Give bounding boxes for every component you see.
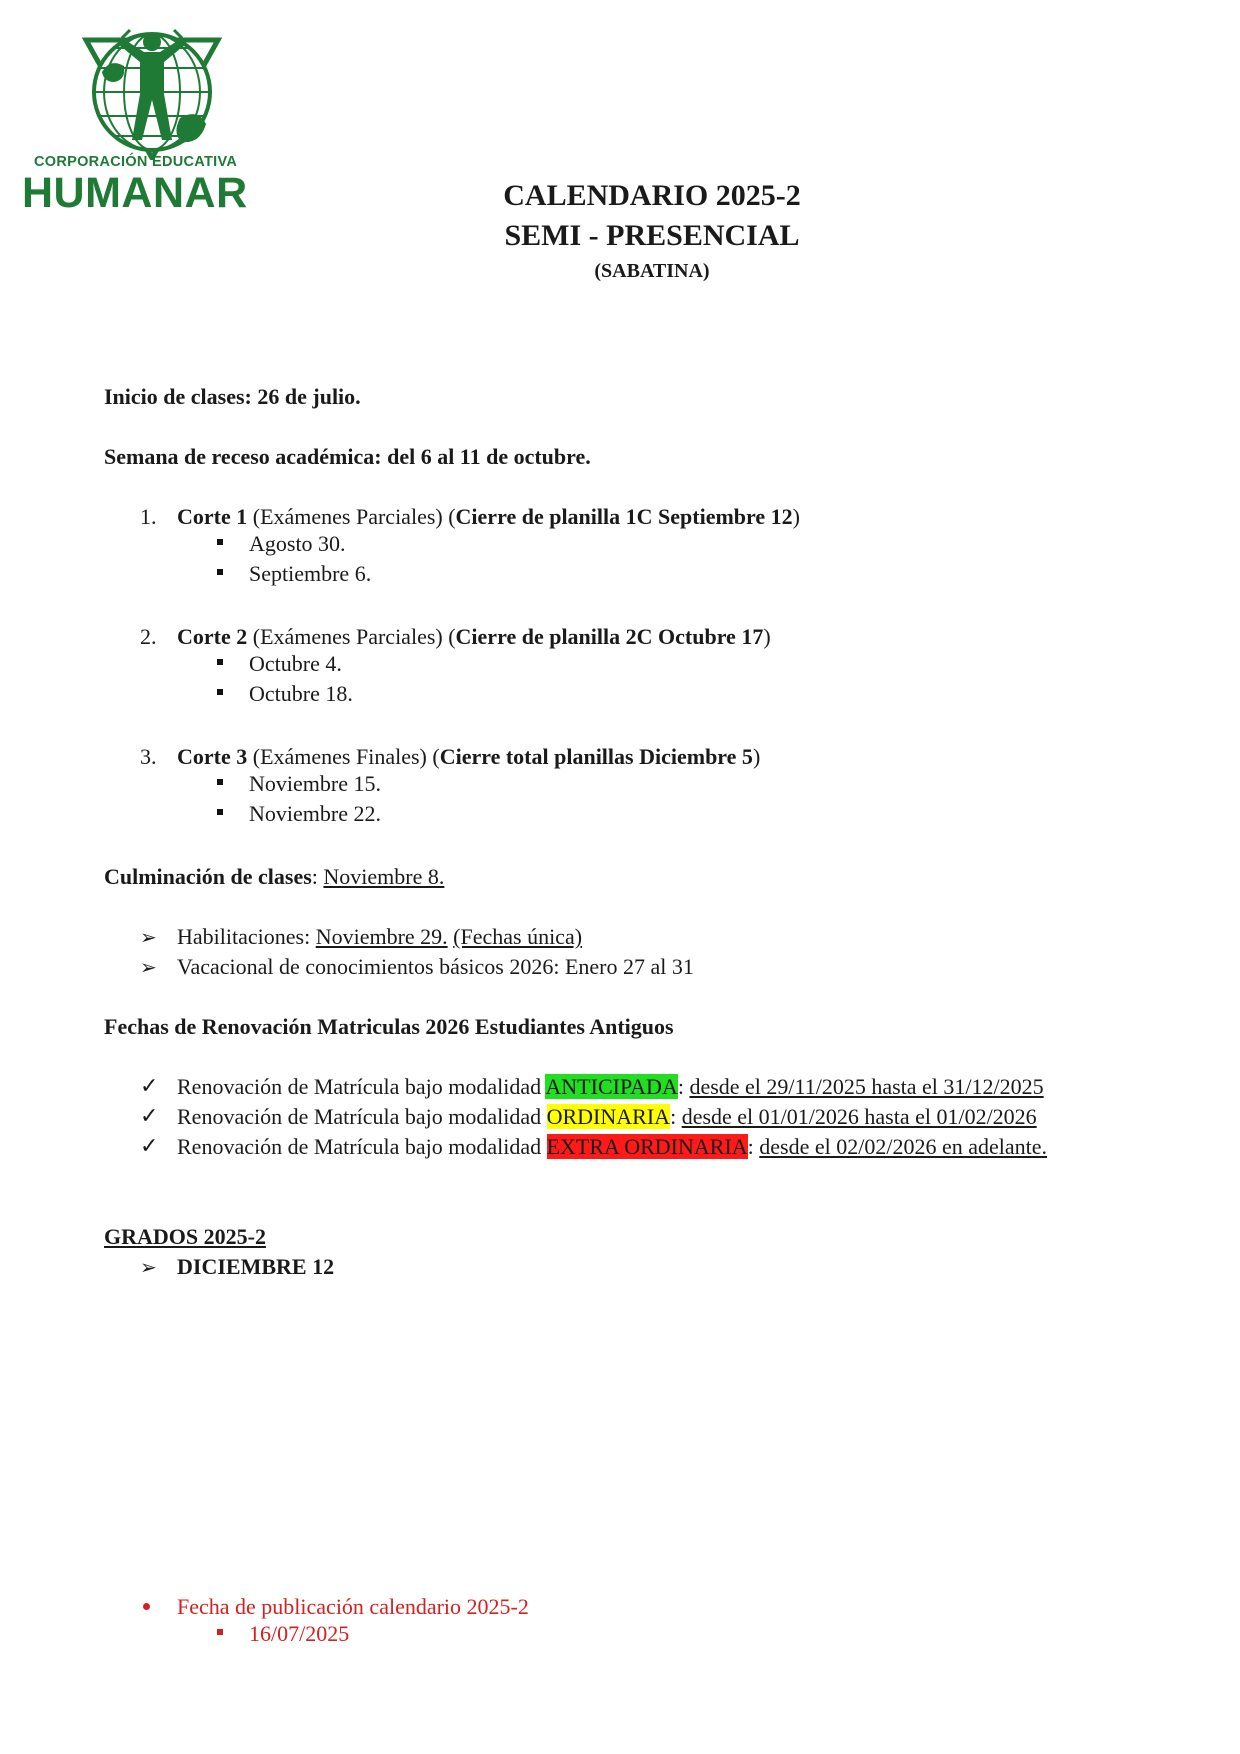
arrow-bullet-icon: ➢	[140, 955, 157, 979]
corte-date: Octubre 4.	[249, 651, 342, 676]
classes-end-label: Culminación de clases	[104, 864, 312, 889]
habilitaciones-date: Noviembre 29.	[315, 924, 448, 949]
bullet-square-icon	[217, 809, 223, 815]
corte-name: Corte 1	[177, 504, 248, 529]
corte-closure: Cierre de planilla 2C Octubre 17	[455, 624, 764, 649]
renewal-mode-highlight: ANTICIPADA	[545, 1074, 678, 1099]
bullet-square-icon	[217, 659, 223, 665]
corte-closure: Cierre total planillas Diciembre 5	[439, 744, 753, 769]
corte-close-paren: )	[752, 744, 761, 769]
logo-corporation-text: CORPORACIÓN EDUCATIVA	[34, 154, 238, 170]
corte-open-paren: (	[432, 744, 440, 769]
red-bullet-icon	[143, 1603, 150, 1610]
corte-date: Septiembre 6.	[249, 561, 372, 586]
corte-date: Octubre 18.	[249, 681, 353, 706]
renewal-item: Renovación de Matrícula bajo modalidad EXTRA ORDINARIA: desde el 02/02/2026 en adelante.	[177, 1134, 1048, 1159]
corte-type: (Exámenes Finales)	[252, 744, 427, 769]
arrow-bullet-icon: ➢	[140, 925, 157, 949]
red-square-bullet-icon	[217, 1629, 223, 1635]
page-title: CALENDARIO 2025-2	[503, 179, 801, 212]
page-modality: (SABATINA)	[594, 260, 710, 282]
bullet-square-icon	[217, 539, 223, 545]
globe-human-emblem-icon	[22, 20, 284, 160]
habilitaciones-label: Habilitaciones:	[177, 924, 316, 949]
arrow-bullet-icon: ➢	[140, 1255, 157, 1279]
corte-close-paren: )	[792, 504, 800, 529]
bullet-square-icon	[217, 569, 223, 575]
renewal-prefix: Renovación de Matrícula bajo modalidad	[177, 1134, 547, 1159]
corte-number: 1.	[140, 504, 157, 529]
classes-end-separator: :	[311, 864, 318, 889]
corte-heading	[177, 623, 771, 651]
corte-heading	[177, 503, 800, 531]
classes-end-date: Noviembre 8.	[323, 864, 445, 889]
page-subtitle: SEMI - PRESENCIAL	[504, 219, 800, 252]
habilitaciones-note: (Fechas única)	[453, 924, 583, 949]
publication-date: 16/07/2025	[249, 1621, 350, 1646]
checkmark-icon: ✓	[140, 1134, 159, 1159]
corte-name: Corte 2	[177, 624, 248, 649]
humanar-logo	[22, 20, 284, 215]
publication-label: Fecha de publicación calendario 2025-2	[177, 1594, 529, 1619]
corte-date: Noviembre 22.	[249, 801, 381, 826]
habilitaciones-line	[177, 923, 582, 951]
logo-brand-name: HUMANAR	[22, 169, 248, 217]
renewal-item: Renovación de Matrícula bajo modalidad ANTICIPADA: desde el 29/11/2025 hasta el 31/12/2025	[177, 1074, 1044, 1099]
corte-number: 3.	[140, 744, 157, 769]
corte-name: Corte 3	[177, 744, 248, 769]
renewal-mode-highlight: EXTRA ORDINARIA	[546, 1134, 748, 1159]
checkmark-icon: ✓	[140, 1074, 159, 1099]
start-of-classes: Inicio de clases: 26 de julio.	[104, 384, 361, 409]
corte-closure: Cierre de planilla 1C Septiembre 12	[455, 504, 793, 529]
corte-type: (Exámenes Parciales)	[252, 504, 443, 529]
corte-type: (Exámenes Parciales)	[252, 624, 443, 649]
checkmark-icon: ✓	[140, 1104, 159, 1129]
bullet-square-icon	[217, 779, 223, 785]
renewal-prefix: Renovación de Matrícula bajo modalidad	[177, 1074, 546, 1099]
corte-close-paren: )	[763, 624, 771, 649]
corte-date: Agosto 30.	[249, 531, 346, 556]
graduation-heading: GRADOS 2025-2	[104, 1224, 266, 1249]
vacacional-line: Vacacional de conocimientos básicos 2026: Enero 27 al 31	[177, 954, 694, 979]
renewal-item: Renovación de Matrícula bajo modalidad ORDINARIA: desde el 01/01/2026 hasta el 01/02/2026	[177, 1104, 1037, 1129]
renewal-heading: Fechas de Renovación Matriculas 2026 Estudiantes Antiguos	[104, 1014, 674, 1039]
corte-heading	[177, 743, 760, 771]
renewal-prefix: Renovación de Matrícula bajo modalidad	[177, 1104, 547, 1129]
renewal-range: desde el 02/02/2026 en adelante.	[759, 1134, 1048, 1159]
renewal-mode-highlight: ORDINARIA	[546, 1104, 671, 1129]
corte-date: Noviembre 15.	[249, 771, 381, 796]
renewal-range: desde el 29/11/2025 hasta el 31/12/2025	[689, 1074, 1044, 1099]
bullet-square-icon	[217, 689, 223, 695]
graduation-date: DICIEMBRE 12	[177, 1254, 335, 1279]
corte-number: 2.	[140, 624, 157, 649]
corte-open-paren: (	[448, 624, 456, 649]
academic-recess: Semana de receso académica: del 6 al 11 de octubre.	[104, 444, 591, 469]
corte-open-paren: (	[448, 504, 456, 529]
renewal-range: desde el 01/01/2026 hasta el 01/02/2026	[681, 1104, 1037, 1129]
classes-end	[104, 863, 444, 891]
